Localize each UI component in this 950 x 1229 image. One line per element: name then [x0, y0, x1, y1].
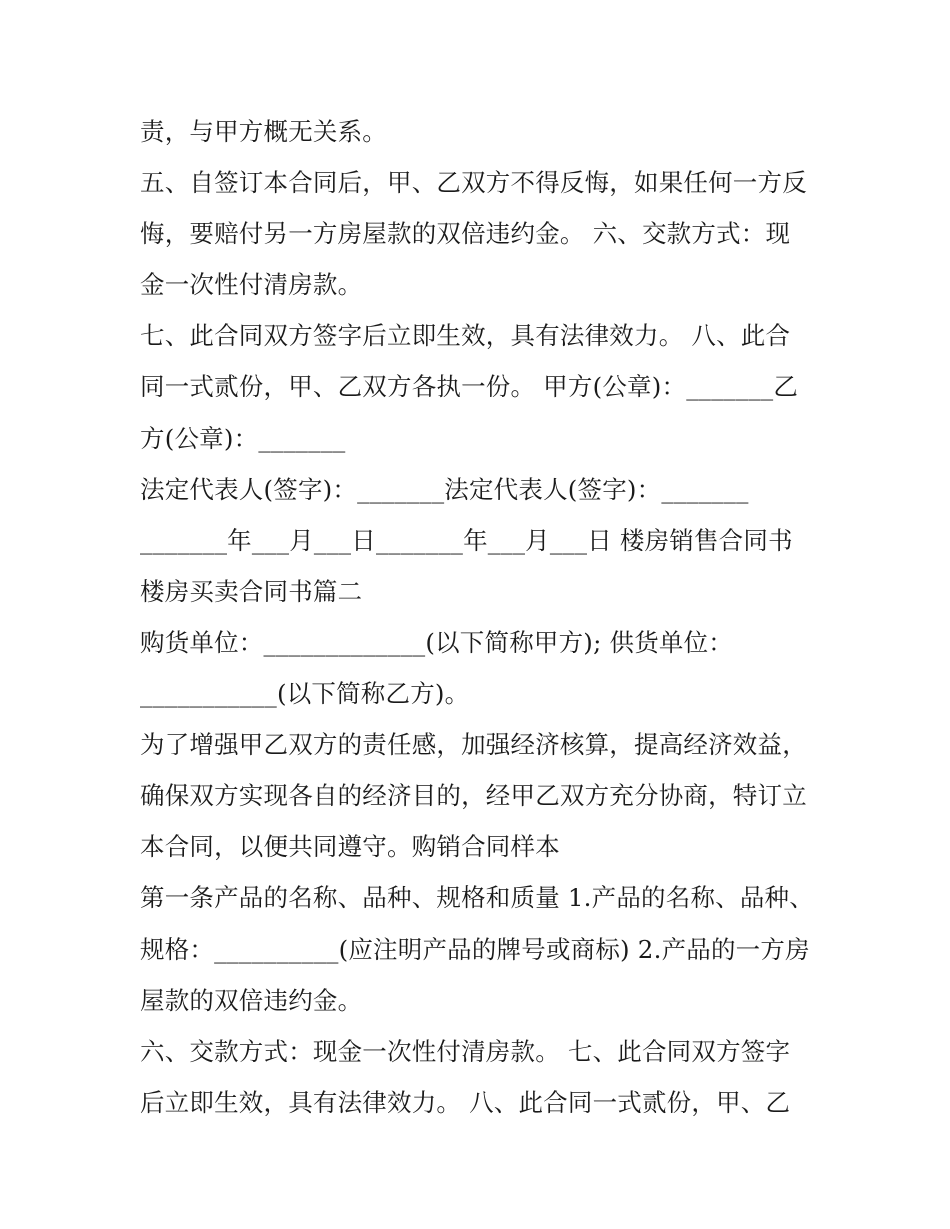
section-heading: 楼房买卖合同书篇二: [140, 576, 363, 606]
text-line: 法定代表人(签字)：_______法定代表人(签字)：_______: [140, 474, 749, 504]
text-line: 第一条产品的名称、品种、规格和质量 1.产品的名称、品种、: [140, 883, 814, 913]
text-line: 后立即生效，具有法律效力。 八、此合同一式贰份，甲、乙: [140, 1087, 791, 1117]
text-line: 金一次性付清房款。: [140, 270, 363, 300]
text-line: 购货单位：_____________(以下简称甲方); 供货单位：: [140, 627, 734, 657]
text-line: ___________(以下简称乙方)。: [140, 679, 470, 709]
text-line: 屋款的双倍违约金。: [140, 985, 363, 1015]
text-line: 七、此合同双方签字后立即生效，具有法律效力。 八、此合: [140, 321, 791, 351]
text-line: 同一式贰份，甲、乙双方各执一份。 甲方(公章)：_______乙: [140, 372, 799, 402]
text-line: 六、交款方式：现金一次性付清房款。 七、此合同双方签字: [140, 1036, 791, 1066]
text-line: 悔，要赔付另一方房屋款的双倍违约金。 六、交款方式：现: [140, 219, 791, 249]
text-line: 为了增强甲乙双方的责任感，加强经济核算，提高经济效益，: [140, 730, 807, 760]
text-line: 方(公章)：_______: [140, 423, 346, 453]
document-body: [140, 106, 820, 1128]
text-line: 确保双方实现各自的经济目的，经甲乙双方充分协商，特订立: [140, 781, 807, 811]
text-line: 本合同，以便共同遵守。购销合同样本: [140, 832, 560, 862]
text-line: 规格：__________(应注明产品的牌号或商标) 2.产品的一方房: [140, 934, 810, 964]
text-line: 责，与甲方概无关系。: [140, 117, 387, 146]
text-line: 五、自签订本合同后，甲、乙双方不得反悔，如果任何一方反: [140, 168, 807, 198]
text-line: _______年___月___日_______年___月___日 楼房销售合同书: [140, 525, 793, 555]
